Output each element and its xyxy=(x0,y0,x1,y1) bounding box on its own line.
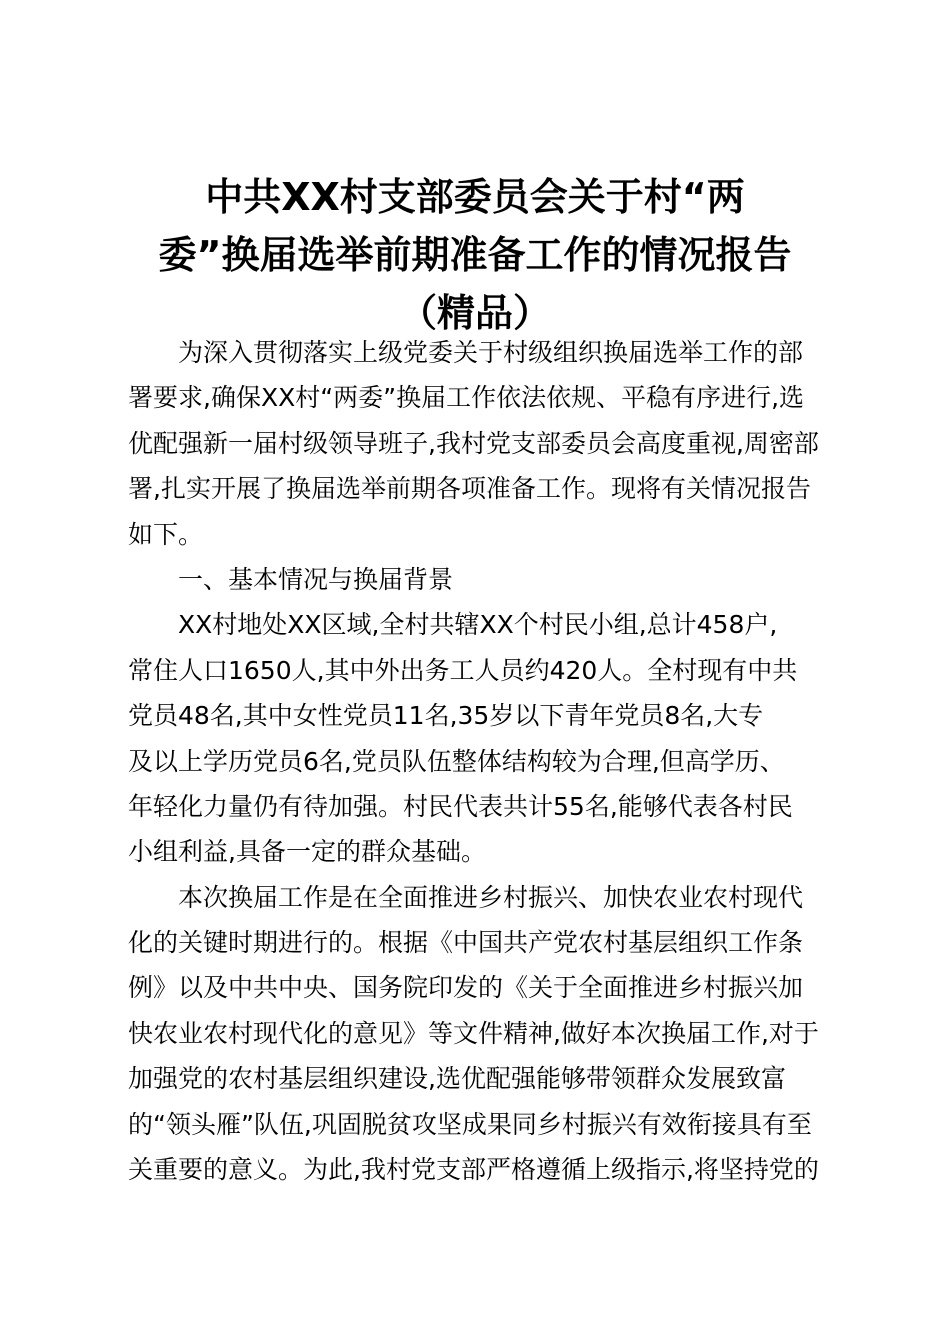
body-line: 小组利益,具备一定的群众基础。 xyxy=(128,837,486,867)
body-line: 加强党的农村基层组织建设,选优配强能够带领群众发展致富 xyxy=(128,1064,786,1094)
body-line: 党员48名,其中女性党员11名,35岁以下青年党员8名,大专 xyxy=(128,701,764,731)
body-line: 优配强新一届村级领导班子,我村党支部委员会高度重视,周密部 xyxy=(128,428,819,458)
body-line: 署要求,确保XX村“两委”换届工作依法依规、平稳有序进行,选 xyxy=(128,383,805,413)
body-line: XX村地处XX区域,全村共辖XX个村民小组,总计458户, xyxy=(178,610,778,640)
body-line: 化的关键时期进行的。根据《中国共产党农村基层组织工作条 xyxy=(128,928,804,958)
body-line: 的“领头雁”队伍,巩固脱贫攻坚成果同乡村振兴有效衔接具有至 xyxy=(128,1109,812,1139)
body-line: 及以上学历党员6名,党员队伍整体结构较为合理,但高学历、 xyxy=(128,746,785,776)
body-line: 本次换届工作是在全面推进乡村振兴、加快农业农村现代 xyxy=(178,882,804,912)
body-line: 年轻化力量仍有待加强。村民代表共计55名,能够代表各村民 xyxy=(128,791,793,821)
body-line: 常住人口1650人,其中外出务工人员约420人。全村现有中共 xyxy=(128,655,798,685)
body-line: 为深入贯彻落实上级党委关于村级组织换届选举工作的部 xyxy=(178,338,804,367)
body-line: 署,扎实开展了换届选举前期各项准备工作。现将有关情况报告 xyxy=(128,474,811,504)
body-line: 快农业农村现代化的意见》等文件精神,做好本次换届工作,对于 xyxy=(128,1018,819,1048)
title-line-3: （精品） xyxy=(398,291,551,335)
body-line: 关重要的意义。为此,我村党支部严格遵循上级指示,将坚持党的 xyxy=(128,1155,819,1185)
body-line: 如下。 xyxy=(128,519,204,549)
title-line-2: 委”换届选举前期准备工作的情况报告 xyxy=(158,233,792,277)
section-heading: 一、基本情况与换届背景 xyxy=(178,564,454,594)
body-line: 例》以及中共中央、国务院印发的《关于全面推进乡村振兴加 xyxy=(128,973,804,1003)
title-line-1: 中共XX村支部委员会关于村“两 xyxy=(205,175,745,219)
document-body xyxy=(128,330,828,1192)
document-title xyxy=(118,168,832,342)
